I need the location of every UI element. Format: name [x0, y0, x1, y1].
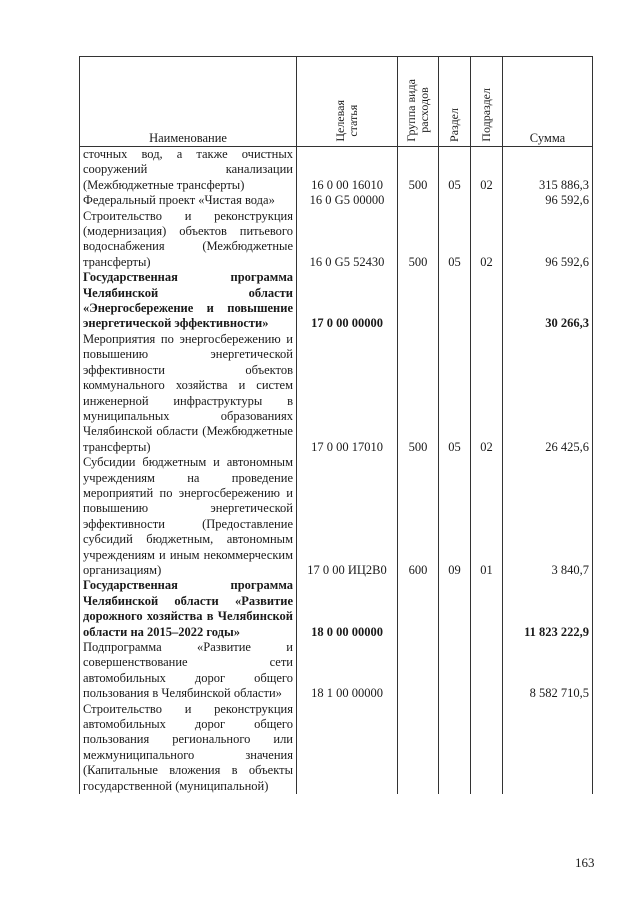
row-group — [398, 193, 439, 208]
row-name: Мероприятия по энергосбережению и повышению энергетической эффективности объектов коммунального хозяйства и систем инженерной инфраструктуры в муниципальных образованиях Челябинской области (Межбюджетные трансферты) — [80, 332, 297, 455]
row-group — [398, 270, 439, 332]
row-sum: 30 266,3 — [503, 270, 593, 332]
row-section: 05 — [439, 209, 471, 271]
row-subsection — [471, 270, 503, 332]
table-row — [80, 332, 593, 455]
row-group: 500 — [398, 209, 439, 271]
row-section — [439, 702, 471, 794]
table-row — [80, 193, 593, 208]
row-name: Государственная программа Челябинской области «Энергосбережение и повышение энергетической эффективности» — [80, 270, 297, 332]
row-name: Строительство и реконструкция автомобильных дорог общего пользования регионального или межмуниципального значения (Капитальные вложения в объекты государственной (муниципальной) — [80, 702, 297, 794]
row-name: Подпрограмма «Развитие и совершенствование сети автомобильных дорог общего пользования в Челябинской области» — [80, 640, 297, 702]
row-sum: 11 823 222,9 — [503, 578, 593, 640]
header-sum: Сумма — [503, 57, 593, 147]
row-sum — [503, 702, 593, 794]
row-section: 05 — [439, 147, 471, 194]
row-section — [439, 640, 471, 702]
row-subsection — [471, 193, 503, 208]
row-section: 05 — [439, 332, 471, 455]
header-section: Раздел — [439, 57, 471, 147]
row-name: Строительство и реконструкция (модернизация) объектов питьевого водоснабжения (Межбюджетные трансферты) — [80, 209, 297, 271]
row-sum: 96 592,6 — [503, 209, 593, 271]
table-header-row — [80, 57, 593, 147]
row-name: Федеральный проект «Чистая вода» — [80, 193, 297, 208]
table-row — [80, 578, 593, 640]
row-group — [398, 702, 439, 794]
row-code: 18 1 00 00000 — [297, 640, 398, 702]
row-code: 17 0 00 ИЦ2В0 — [297, 455, 398, 578]
row-sum: 96 592,6 — [503, 193, 593, 208]
header-expense-group: Группа вида расходов — [398, 57, 439, 147]
row-group: 500 — [398, 147, 439, 194]
row-name: Субсидии бюджетным и автономным учреждениям на проведение мероприятий по энергосбережению и повышению энергетической эффективности (Предоставление субсидий бюджетным, автономным учреждениям и иным некоммерческим организациям) — [80, 455, 297, 578]
row-subsection — [471, 702, 503, 794]
table-row — [80, 702, 593, 794]
table-row — [80, 270, 593, 332]
row-subsection — [471, 578, 503, 640]
row-sum: 8 582 710,5 — [503, 640, 593, 702]
row-subsection: 02 — [471, 147, 503, 194]
budget-table — [79, 56, 593, 794]
header-subsection: Подраздел — [471, 57, 503, 147]
row-code: 18 0 00 00000 — [297, 578, 398, 640]
row-group: 500 — [398, 332, 439, 455]
row-sum: 26 425,6 — [503, 332, 593, 455]
row-code: 17 0 00 17010 — [297, 332, 398, 455]
row-subsection: 02 — [471, 332, 503, 455]
page-number: 163 — [575, 855, 595, 870]
table-row — [80, 455, 593, 578]
row-code: 16 0 G5 00000 — [297, 193, 398, 208]
row-section — [439, 193, 471, 208]
row-group — [398, 578, 439, 640]
table-row — [80, 147, 593, 194]
row-name: Государственная программа Челябинской области «Развитие дорожного хозяйства в Челябинской области на 2015–2022 годы» — [80, 578, 297, 640]
row-code: 16 0 G5 52430 — [297, 209, 398, 271]
row-subsection: 02 — [471, 209, 503, 271]
row-code: 17 0 00 00000 — [297, 270, 398, 332]
header-name: Наименование — [80, 57, 297, 147]
row-subsection: 01 — [471, 455, 503, 578]
row-group: 600 — [398, 455, 439, 578]
row-code: 16 0 00 16010 — [297, 147, 398, 194]
row-section — [439, 270, 471, 332]
row-group — [398, 640, 439, 702]
row-section: 09 — [439, 455, 471, 578]
row-sum: 3 840,7 — [503, 455, 593, 578]
row-sum: 315 886,3 — [503, 147, 593, 194]
header-target-article: Целевая статья — [297, 57, 398, 147]
row-subsection — [471, 640, 503, 702]
row-name: сточных вод, а также очистных сооружений канализации (Межбюджетные трансферты) — [80, 147, 297, 194]
table-row — [80, 640, 593, 702]
row-section — [439, 578, 471, 640]
row-code — [297, 702, 398, 794]
table-row — [80, 209, 593, 271]
